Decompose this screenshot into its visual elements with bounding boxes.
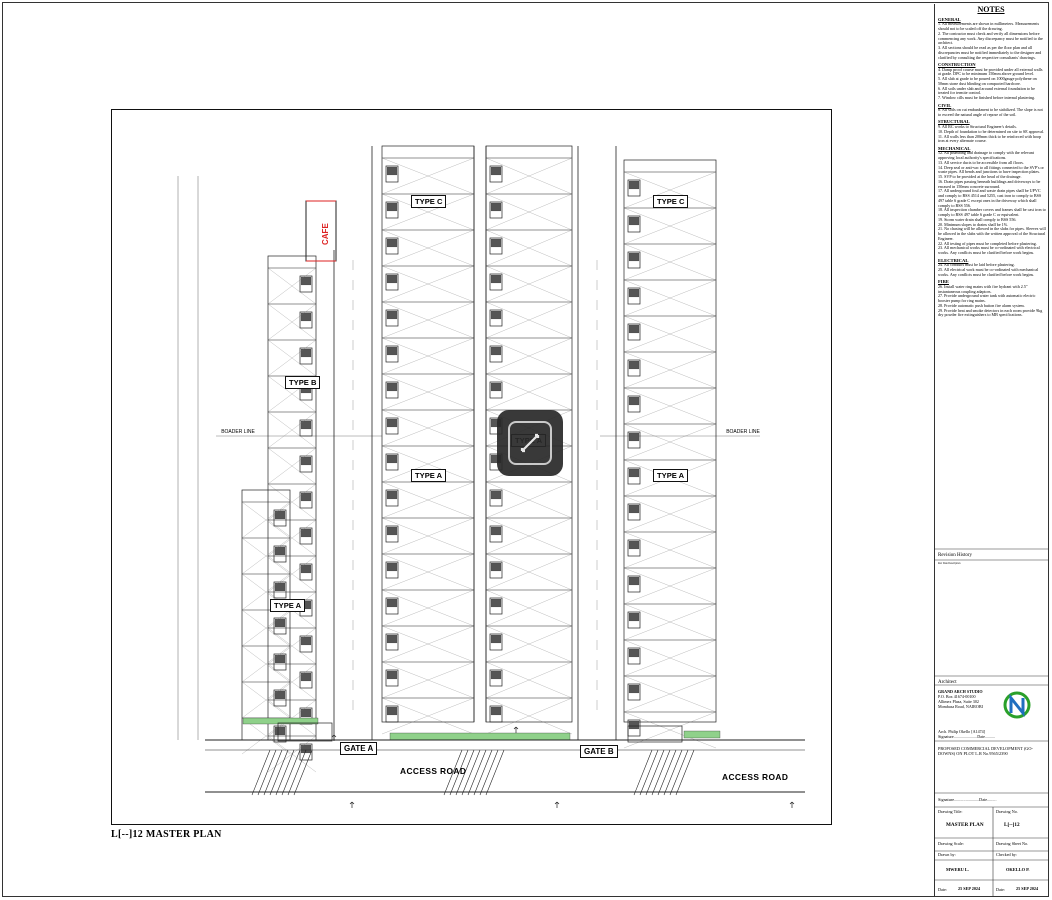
note-item: 9. All RC works to Structural Engineer's details. [938,124,1017,130]
notes-heading: STRUCTURAL [938,119,970,125]
warehouse-unit-fill [629,469,639,477]
warehouse-block-outline [242,490,290,740]
note-item: 3. All sections should be read as per the floor plan and all discrepancies must be notified immediately to the designer and clarified by consulting the respective consultants' drawings. [938,45,1042,60]
date-label: Date: [938,887,948,892]
overlay-frame [508,421,552,465]
warehouse-unit-fill [629,289,639,297]
type-label: TYPE A [270,599,305,612]
type-label: TYPE C [411,195,446,208]
notes-section [938,120,1046,144]
date-value: 25 SEP 2024 [1016,886,1039,891]
note-item: 16. Drain pipes passing beneath buildings and driveways to be encased in 150mm concrete surround. [938,178,1041,189]
architect-studio-block [938,689,1000,709]
access-road-label: ACCESS ROAD [400,766,467,776]
note-item: 29. Provide heat and smoke detectors in each room provide 9kg dry powder fire extinguishers to MB specifications. [938,307,1043,318]
notes-section [938,63,1046,101]
note-item: 18. All inspection chamber covers and frames shall be cast iron to comply to BSS 497 table 6 grade C or equivalent. [938,207,1046,218]
address-line: P.O. Box 41674-00100 [938,694,976,699]
warehouse-unit-fill [629,397,639,405]
warehouse-unit-fill [387,419,397,427]
warehouse-unit-fill [629,577,639,585]
gate-b-label: GATE B [580,745,618,758]
warehouse-unit-fill [387,383,397,391]
boader-line-label: BOADER LINE [726,429,760,435]
note-item: 2. The contractor must check and verify all dimensions before commencing any work. Any discrepancy must be notified to the architect. [938,30,1043,46]
drawing-no-label: Drawing No. [996,809,1018,814]
checked-by-label: Checked by: [996,852,1018,857]
note-item: 21. No chasing will be allowed in the slabs for pipes. Sleeves will be allowed in the slabs with the written approval of the Structural Engineer. [938,226,1046,241]
drawn-by-value: MWERU L. [946,867,969,872]
warehouse-unit-fill [491,239,501,247]
drawing-title-label: Drawing Title: [938,809,963,814]
warehouse-unit-fill [387,527,397,535]
note-item: 17. All underground foul and waste drain pipes shall be UPVC and comply to BSS 4514 and 5255, cast iron to comply to BSS 497 table 6 grade C except ones in the driveway which shall comply to BSS 556. [938,188,1042,208]
plan-caption: L[--]12 MASTER PLAN [111,829,222,840]
warehouse-unit-fill [491,347,501,355]
note-item: 14. Deep seal or anti-vac to all fittings connected to the SVP's or waste pipes. All bends and junctions to have inspection plates. [938,164,1044,175]
warehouse-unit-fill [629,505,639,513]
note-item: 15. SVP to be provided at the head of the drainage. [938,174,1022,180]
drawing-scale-label: Drawing Scale: [938,841,964,846]
cafe-block [318,205,336,259]
warehouse-unit-fill [491,707,501,715]
note-item: 28. Provide automatic push button fire alarm system. [938,302,1025,308]
drawing-sheet-label: Drawing Sheet No. [996,841,1029,846]
warehouse-unit-fill [629,217,639,225]
type-label: TYPE A [653,469,688,482]
warehouse-unit-fill [629,181,639,189]
notes-heading: CIVIL [938,102,952,108]
revision-table-header: Rev Date Description [938,562,961,565]
notes-section [938,259,1046,278]
warehouse-unit-fill [629,433,639,441]
landscape-strip [684,731,720,738]
warehouse-unit-fill [387,635,397,643]
warehouse-unit-fill [387,491,397,499]
studio-logo-icon [1002,689,1032,721]
warehouse-unit-fill [629,685,639,693]
access-road-label: ACCESS ROAD [722,772,789,782]
note-item: 7. Window cills must be finished before internal plastering. [938,95,1036,101]
notes-section [938,104,1046,118]
warehouse-unit-fill [629,253,639,261]
note-item: 24. All conduits must be laid before plastering. [938,262,1015,268]
warehouse-unit-fill [387,707,397,715]
warehouse-unit-fill [387,563,397,571]
warehouse-unit-fill [629,649,639,657]
notes-section [938,147,1046,256]
warehouse-unit-fill [387,347,397,355]
cafe-label: CAFE [321,223,330,245]
warehouse-unit-fill [491,167,501,175]
note-item: 13. All service ducts to be accessible from all floors. [938,159,1024,165]
date-label: Date: [996,887,1006,892]
notes-body [938,15,1046,318]
notes-heading: CONSTRUCTION [938,61,976,67]
warehouse-unit-fill [387,167,397,175]
landscape-strip [390,733,570,740]
warehouse-unit-fill [629,721,639,729]
note-item: 22. All testing of pipes must be completed before plastering. [938,240,1037,246]
warehouse-unit-fill [387,203,397,211]
warehouse-unit-fill [629,325,639,333]
note-item: 25. All electrical work must be co-ordinated with mechanical works. Any conflicts must be clarified before work begins. [938,267,1039,277]
warehouse-unit-fill [387,239,397,247]
note-item: 4. Damp proof course must be provided under all external walls at grade. DPC to be minimum 150mm above ground level. [938,66,1043,77]
address-line: Mombasa Road, NAIROBI [938,704,983,709]
warehouse-unit-fill [491,275,501,283]
warehouse-unit-fill [491,491,501,499]
note-item: 8. All soils on cut embankment to be stabilized. The slope is not to exceed the natural angle of repose of the soil. [938,107,1043,118]
warehouse-unit-fill [491,599,501,607]
drawing-no-value: L[--]12 [1004,822,1020,828]
warehouse-unit-fill [491,635,501,643]
checked-by-value: OKELLO P. [1006,867,1030,872]
architect-signature: Signature.......................Date.......... [938,734,996,739]
warehouse-unit-fill [491,203,501,211]
note-item: 6. All soils under slab and around external foundation to be treated for termite control. [938,85,1035,96]
notes-heading: MECHANICAL [938,145,971,151]
architect-name-block [938,729,995,739]
address-line: Allimex Plaza, Suite 302 [938,699,979,704]
studio-name: GRAND ARCH STUDIO [938,689,983,694]
note-item: 26. Install water ring mains with fire hydrant with 2.5" instantaneous coupling adaptors. [938,283,1028,294]
drawing-title-value: MASTER PLAN [946,822,984,828]
note-item: 11. All walls less than 200mm thick to be reinforced with hoop iron at every alternate course. [938,133,1042,144]
drawn-by-label: Drawn by: [938,852,956,857]
note-item: 1. All measurements are shown in millimeters. Measurements should not to be scaled off the drawing. [938,21,1040,32]
diagonal-slash-icon [518,431,542,455]
note-item: 23. All mechanical works must be co-ordinated with electrical works. Any conflicts must be clarified before work begins. [938,245,1040,256]
warehouse-unit-fill [387,275,397,283]
warehouse-unit-fill [491,563,501,571]
note-item: 19. Storm water drain shall comply to BSS 556. [938,216,1017,222]
architect-name: Arch. Philip Okello [A1474] [938,729,986,734]
project-title: PROPOSED COMMERCIAL DEVELOPMENT (GO-DOWNS) ON PLOT L.R No.9565/2390 [938,746,1033,757]
warehouse-unit-fill [387,311,397,319]
warehouse-unit-fill [629,613,639,621]
architect-label: Architect [938,680,957,685]
gate-a-label: GATE A [340,742,377,755]
notes-title: NOTES [977,5,1005,14]
type-label: TYPE C [653,195,688,208]
overlay-resize-button[interactable] [497,410,563,476]
note-item: 5. All slab at grade to be poured on 1000gauge polythene on 50mm stone dust blinding on compacted hardcore. [938,76,1037,86]
warehouse-unit-fill [491,383,501,391]
note-item: 27. Provide underground water tank with automatic electric booster pump for ring mains. [938,293,1036,304]
notes-heading: GENERAL [938,16,961,22]
signature-line: Signature........................Date......... [938,797,997,802]
notes-section [938,280,1046,318]
date-value: 25 SEP 2024 [958,886,981,891]
warehouse-unit-fill [629,361,639,369]
note-item: 12. All plumbing and drainage to comply with the relevant approving local authority's specifications. [938,150,1034,161]
warehouse-unit-fill [629,541,639,549]
warehouse-unit-fill [491,671,501,679]
warehouse-unit-fill [387,671,397,679]
type-label: TYPE B [285,376,320,389]
note-item: 20. Minimum slopes to drains shall be 1%. [938,221,1009,227]
warehouse-unit-fill [491,311,501,319]
notes-heading: FIRE [938,279,949,285]
warehouse-unit-fill [491,527,501,535]
notes-heading: ELECTRICAL [938,257,969,263]
warehouse-unit-fill [387,599,397,607]
type-label: TYPE A [411,469,446,482]
boader-line-label: BOADER LINE [221,429,255,435]
notes-section [938,18,1046,61]
revision-history-title: Revision History [938,553,973,558]
warehouse-unit-fill [387,455,397,463]
note-item: 10. Depth of foundation to be determined on site to SE approval. [938,128,1045,134]
